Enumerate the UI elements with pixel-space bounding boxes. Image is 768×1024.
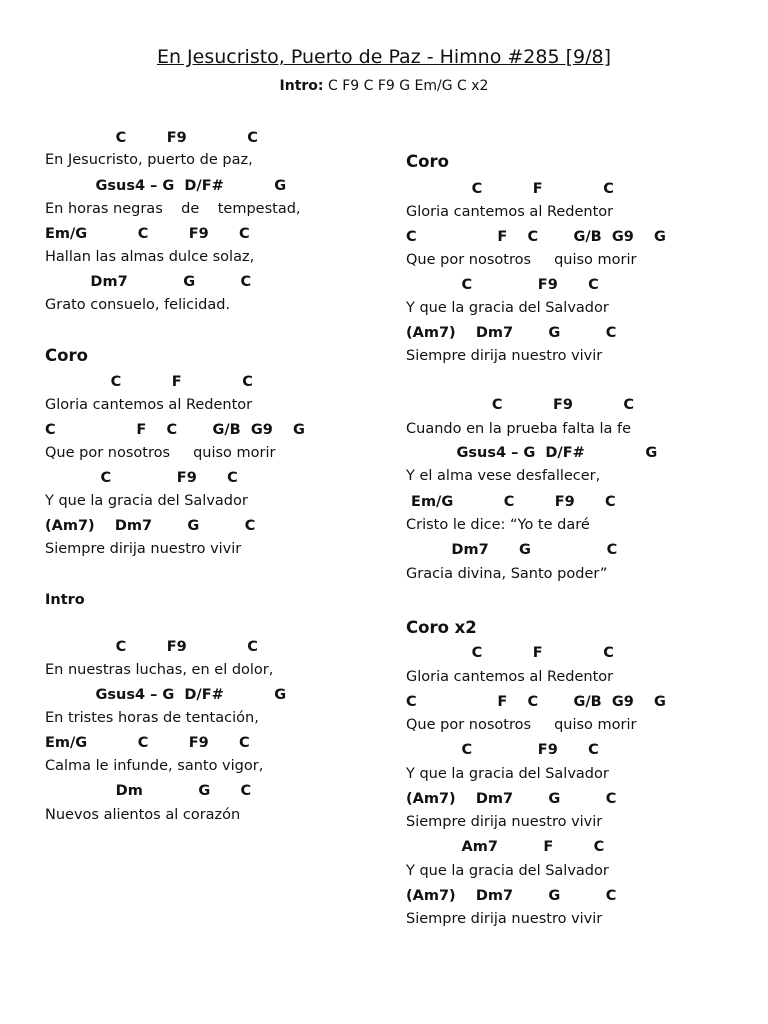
- lyric-line: Cuando en la prueba falta la fe: [406, 421, 632, 437]
- chord-line: Gsus4 – G D/F# G: [45, 178, 287, 194]
- chord-line: Intro: [45, 592, 85, 608]
- lyric-line: Que por nosotros quiso morir: [45, 445, 276, 461]
- chord-line: C F C: [45, 374, 253, 390]
- lyric-line: Siempre dirija nuestro vivir: [406, 814, 603, 830]
- lyric-line: Siempre dirija nuestro vivir: [406, 911, 603, 927]
- lyric-line: Gloria cantemos al Redentor: [45, 397, 253, 413]
- chord-line: C F C G/B G9 G: [406, 694, 666, 710]
- lyric-line: En Jesucristo, puerto de paz,: [45, 152, 253, 168]
- lyric-line: Y que la gracia del Salvador: [406, 863, 609, 879]
- lyric-line: Hallan las almas dulce solaz,: [45, 249, 255, 265]
- song-title: [0, 46, 768, 68]
- chord-line: C F9 C: [45, 130, 258, 146]
- chord-line: Em/G C F9 C: [406, 494, 616, 510]
- chord-line: Gsus4 – G D/F# G: [406, 445, 658, 461]
- lyric-line: Calma le infunde, santo vigor,: [45, 758, 264, 774]
- lyric-line: En nuestras luchas, en el dolor,: [45, 662, 274, 678]
- lyric-line: Grato consuelo, felicidad.: [45, 297, 231, 313]
- chord-line: Em/G C F9 C: [45, 735, 250, 751]
- chord-line: C F9 C: [406, 397, 635, 413]
- chord-line: C F9 C: [45, 470, 238, 486]
- lyric-line: Siempre dirija nuestro vivir: [406, 348, 603, 364]
- chord-line: Em/G C F9 C: [45, 226, 250, 242]
- chord-line: (Am7) Dm7 G C: [406, 325, 617, 341]
- lyric-line: Y el alma vese desfallecer,: [406, 468, 601, 484]
- section-heading: Coro: [45, 346, 88, 365]
- lyric-line: En horas negras de tempestad,: [45, 201, 301, 217]
- lyric-line: Gloria cantemos al Redentor: [406, 204, 614, 220]
- chord-line: Dm G C: [45, 783, 252, 799]
- chord-line: Gsus4 – G D/F# G: [45, 687, 287, 703]
- intro-line: Intro: C F9 C F9 G Em/G C x2: [279, 78, 489, 94]
- chord-line: (Am7) Dm7 G C: [406, 888, 617, 904]
- chord-line: C F9 C: [406, 742, 599, 758]
- lyric-line: Siempre dirija nuestro vivir: [45, 541, 242, 557]
- chord-line: C F C: [406, 645, 614, 661]
- chord-line: C F9 C: [45, 639, 258, 655]
- chord-line: Am7 F C: [406, 839, 605, 855]
- chord-line: C F C: [406, 181, 614, 197]
- lyric-line: Nuevos alientos al corazón: [45, 807, 241, 823]
- intro-chords: C F9 C F9 G Em/G C x2: [327, 78, 489, 94]
- lyric-line: Cristo le dice: “Yo te daré: [406, 517, 590, 533]
- chord-line: Dm7 G C: [45, 274, 252, 290]
- chord-line: (Am7) Dm7 G C: [45, 518, 256, 534]
- chord-line: Dm7 G C: [406, 542, 618, 558]
- lyric-line: En tristes horas de tentación,: [45, 710, 259, 726]
- chord-line: (Am7) Dm7 G C: [406, 791, 617, 807]
- lyric-line: Y que la gracia del Salvador: [406, 766, 609, 782]
- lyric-line: Y que la gracia del Salvador: [406, 300, 609, 316]
- lyric-line: Gloria cantemos al Redentor: [406, 669, 614, 685]
- chord-line: C F9 C: [406, 277, 599, 293]
- lyric-line: Y que la gracia del Salvador: [45, 493, 248, 509]
- chord-line: C F C G/B G9 G: [45, 422, 305, 438]
- lyric-line: Que por nosotros quiso morir: [406, 717, 637, 733]
- section-heading: Coro: [406, 152, 449, 171]
- chord-line: C F C G/B G9 G: [406, 229, 666, 245]
- lyric-line: Que por nosotros quiso morir: [406, 252, 637, 268]
- section-heading: Coro x2: [406, 618, 477, 637]
- song-title-text: En Jesucristo, Puerto de Paz - Himno #285 [9/8]: [156, 46, 612, 68]
- intro-label: Intro: [279, 78, 318, 94]
- lyric-line: Gracia divina, Santo poder”: [406, 566, 608, 582]
